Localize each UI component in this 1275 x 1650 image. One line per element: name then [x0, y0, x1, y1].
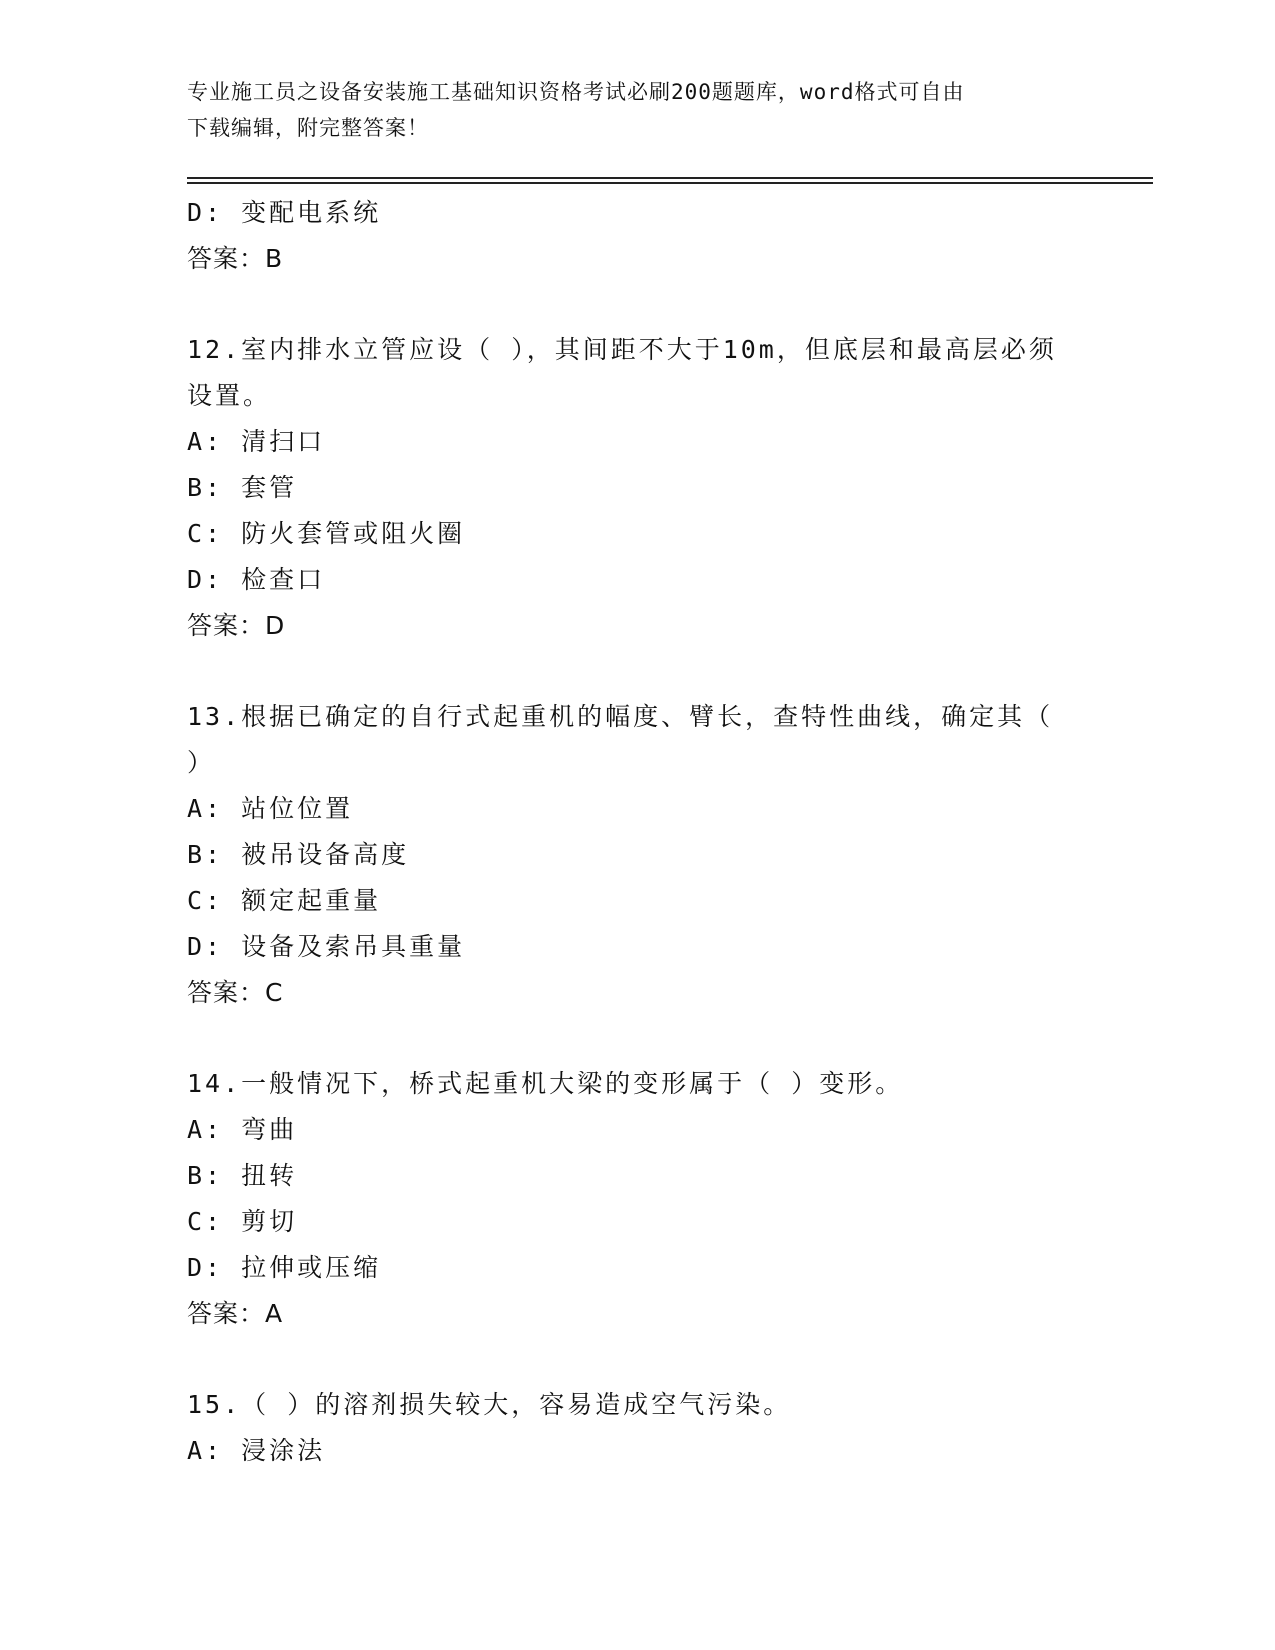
header-divider-top: [187, 177, 1153, 179]
question-text: 15.（ ）的溶剂损失较大，容易造成空气污染。: [187, 1390, 792, 1419]
question-13: [187, 694, 1087, 1016]
option-b: B: 被吊设备高度: [187, 840, 410, 869]
document-header: [187, 74, 1067, 146]
header-divider-bottom: [187, 182, 1153, 184]
answer-line: 答案：D: [187, 611, 286, 640]
option-a: A: 清扫口: [187, 427, 326, 456]
question-14: [187, 1061, 1087, 1337]
option-a: A: 浸涂法: [187, 1436, 326, 1465]
option-c: C: 额定起重量: [187, 886, 382, 915]
option-c: C: 剪切: [187, 1207, 298, 1236]
question-text-cont: 设置。: [187, 381, 272, 410]
option-a: A: 弯曲: [187, 1115, 298, 1144]
question-text: 12.室内排水立管应设（ ），其间距不大于10m，但底层和最高层必须: [187, 335, 1057, 364]
answer-line: 答案：B: [187, 244, 284, 273]
option-d: D: 检查口: [187, 565, 326, 594]
question-text-cont: ）: [187, 748, 216, 777]
option-b: B: 套管: [187, 473, 298, 502]
option-a: A: 站位位置: [187, 794, 354, 823]
answer-line: 答案：A: [187, 1299, 284, 1328]
option-d: D: 设备及索吊具重量: [187, 932, 466, 961]
option-d: D: 拉伸或压缩: [187, 1253, 382, 1282]
answer-line: 答案：C: [187, 978, 284, 1007]
option-c: C: 防火套管或阻火圈: [187, 519, 466, 548]
question-15: [187, 1382, 1087, 1474]
header-title-line-1: 专业施工员之设备安装施工基础知识资格考试必刷200题题库，word格式可自由: [187, 80, 965, 104]
question-text: 14.一般情况下，桥式起重机大梁的变形属于（ ）变形。: [187, 1069, 904, 1098]
option-b: B: 扭转: [187, 1161, 298, 1190]
question-12: [187, 327, 1087, 649]
document-body: [187, 190, 1087, 1474]
option-d: D: 变配电系统: [187, 198, 382, 227]
header-title-line-2: 下载编辑，附完整答案！: [187, 116, 429, 140]
previous-question-tail: [187, 190, 1087, 282]
question-text: 13.根据已确定的自行式起重机的幅度、臂长，查特性曲线，确定其（: [187, 702, 1054, 731]
